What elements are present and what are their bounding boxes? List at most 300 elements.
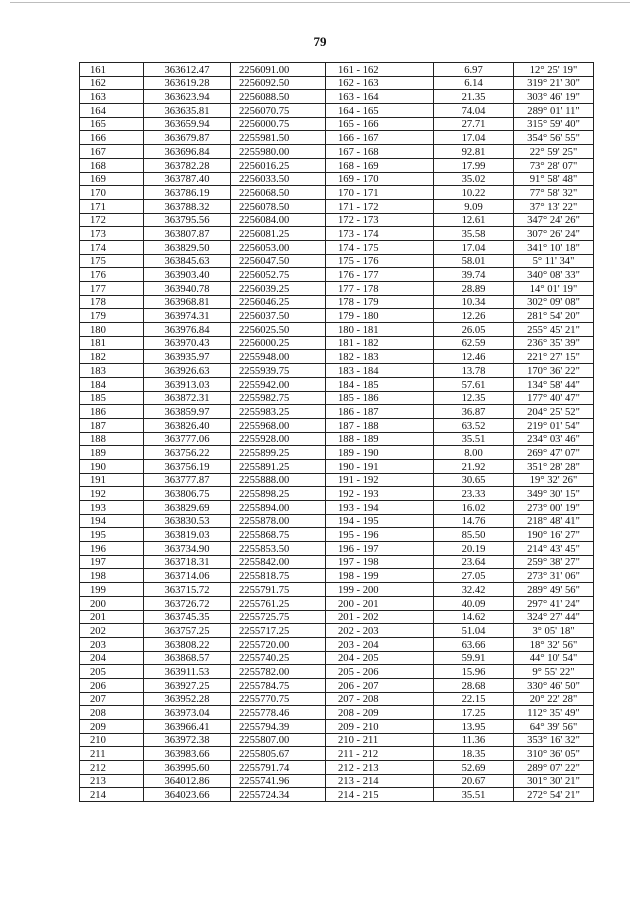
y-coordinate-cell: 2256070.75: [231, 104, 326, 118]
direction-angle-cell: 289° 01' 11": [514, 104, 594, 118]
y-coordinate-cell: 2255741.96: [231, 774, 326, 788]
direction-angle-cell: 19° 32' 26": [514, 473, 594, 487]
coordinates-table-body: [80, 63, 594, 802]
y-coordinate-cell: 2255981.50: [231, 131, 326, 145]
point-number-cell: 181: [80, 336, 144, 350]
point-number-cell: 212: [80, 761, 144, 775]
y-coordinate-cell: 2255794.39: [231, 720, 326, 734]
table-row: [80, 651, 594, 665]
x-coordinate-cell: 363734.90: [144, 542, 231, 556]
segment-length-cell: 35.51: [434, 432, 514, 446]
segment-cell: 179 - 180: [326, 309, 434, 323]
table-row: [80, 268, 594, 282]
segment-length-cell: 92.81: [434, 145, 514, 159]
x-coordinate-cell: 363777.06: [144, 432, 231, 446]
point-number-cell: 180: [80, 323, 144, 337]
segment-cell: 210 - 211: [326, 733, 434, 747]
point-number-cell: 176: [80, 268, 144, 282]
y-coordinate-cell: 2255791.74: [231, 761, 326, 775]
point-number-cell: 179: [80, 309, 144, 323]
segment-length-cell: 63.52: [434, 418, 514, 432]
segment-cell: 213 - 214: [326, 774, 434, 788]
segment-length-cell: 62.59: [434, 336, 514, 350]
y-coordinate-cell: 2255928.00: [231, 432, 326, 446]
segment-cell: 184 - 185: [326, 377, 434, 391]
direction-angle-cell: 340° 08' 33": [514, 268, 594, 282]
segment-length-cell: 12.61: [434, 213, 514, 227]
point-number-cell: 184: [80, 377, 144, 391]
x-coordinate-cell: 363696.84: [144, 145, 231, 159]
y-coordinate-cell: 2256047.50: [231, 254, 326, 268]
segment-cell: 188 - 189: [326, 432, 434, 446]
direction-angle-cell: 289° 49' 56": [514, 583, 594, 597]
y-coordinate-cell: 2255868.75: [231, 528, 326, 542]
point-number-cell: 213: [80, 774, 144, 788]
direction-angle-cell: 12° 25' 19": [514, 63, 594, 77]
segment-cell: 173 - 174: [326, 227, 434, 241]
y-coordinate-cell: 2256000.75: [231, 117, 326, 131]
y-coordinate-cell: 2256052.75: [231, 268, 326, 282]
table-row: [80, 459, 594, 473]
table-row: [80, 596, 594, 610]
x-coordinate-cell: 363966.41: [144, 720, 231, 734]
direction-angle-cell: 273° 00' 19": [514, 501, 594, 515]
segment-length-cell: 36.87: [434, 405, 514, 419]
table-row: [80, 706, 594, 720]
x-coordinate-cell: 363726.72: [144, 596, 231, 610]
table-row: [80, 678, 594, 692]
point-number-cell: 183: [80, 364, 144, 378]
table-row: [80, 720, 594, 734]
y-coordinate-cell: 2255784.75: [231, 678, 326, 692]
point-number-cell: 185: [80, 391, 144, 405]
point-number-cell: 163: [80, 90, 144, 104]
point-number-cell: 201: [80, 610, 144, 624]
point-number-cell: 168: [80, 158, 144, 172]
y-coordinate-cell: 2255939.75: [231, 364, 326, 378]
table-row: [80, 199, 594, 213]
y-coordinate-cell: 2256092.50: [231, 76, 326, 90]
point-number-cell: 200: [80, 596, 144, 610]
x-coordinate-cell: 363659.94: [144, 117, 231, 131]
point-number-cell: 162: [80, 76, 144, 90]
table-row: [80, 145, 594, 159]
x-coordinate-cell: 363819.03: [144, 528, 231, 542]
table-row: [80, 117, 594, 131]
segment-length-cell: 35.58: [434, 227, 514, 241]
point-number-cell: 173: [80, 227, 144, 241]
x-coordinate-cell: 364023.66: [144, 788, 231, 802]
x-coordinate-cell: 363927.25: [144, 678, 231, 692]
segment-length-cell: 22.15: [434, 692, 514, 706]
direction-angle-cell: 341° 10' 18": [514, 240, 594, 254]
x-coordinate-cell: 363826.40: [144, 418, 231, 432]
y-coordinate-cell: 2255948.00: [231, 350, 326, 364]
segment-cell: 214 - 215: [326, 788, 434, 802]
segment-length-cell: 10.22: [434, 186, 514, 200]
table-row: [80, 172, 594, 186]
table-row: [80, 336, 594, 350]
x-coordinate-cell: 363972.38: [144, 733, 231, 747]
segment-cell: 163 - 164: [326, 90, 434, 104]
segment-length-cell: 17.25: [434, 706, 514, 720]
segment-length-cell: 28.68: [434, 678, 514, 692]
y-coordinate-cell: 2255818.75: [231, 569, 326, 583]
direction-angle-cell: 319° 21' 30": [514, 76, 594, 90]
point-number-cell: 178: [80, 295, 144, 309]
segment-length-cell: 30.65: [434, 473, 514, 487]
segment-cell: 174 - 175: [326, 240, 434, 254]
segment-length-cell: 16.02: [434, 501, 514, 515]
y-coordinate-cell: 2255853.50: [231, 542, 326, 556]
y-coordinate-cell: 2255717.25: [231, 624, 326, 638]
table-row: [80, 542, 594, 556]
y-coordinate-cell: 2256000.25: [231, 336, 326, 350]
table-row: [80, 391, 594, 405]
y-coordinate-cell: 2255782.00: [231, 665, 326, 679]
table-row: [80, 158, 594, 172]
direction-angle-cell: 281° 54' 20": [514, 309, 594, 323]
point-number-cell: 209: [80, 720, 144, 734]
x-coordinate-cell: 363976.84: [144, 323, 231, 337]
y-coordinate-cell: 2255791.75: [231, 583, 326, 597]
direction-angle-cell: 315° 59' 40": [514, 117, 594, 131]
table-row: [80, 90, 594, 104]
x-coordinate-cell: 363952.28: [144, 692, 231, 706]
segment-length-cell: 6.97: [434, 63, 514, 77]
x-coordinate-cell: 363786.19: [144, 186, 231, 200]
x-coordinate-cell: 363782.28: [144, 158, 231, 172]
point-number-cell: 193: [80, 501, 144, 515]
segment-cell: 186 - 187: [326, 405, 434, 419]
point-number-cell: 171: [80, 199, 144, 213]
table-row: [80, 282, 594, 296]
y-coordinate-cell: 2255778.46: [231, 706, 326, 720]
segment-length-cell: 20.19: [434, 542, 514, 556]
direction-angle-cell: 204° 25' 52": [514, 405, 594, 419]
point-number-cell: 202: [80, 624, 144, 638]
x-coordinate-cell: 363612.47: [144, 63, 231, 77]
segment-cell: 176 - 177: [326, 268, 434, 282]
y-coordinate-cell: 2256053.00: [231, 240, 326, 254]
table-row: [80, 432, 594, 446]
table-row: [80, 555, 594, 569]
segment-cell: 162 - 163: [326, 76, 434, 90]
table-row: [80, 665, 594, 679]
x-coordinate-cell: 363995.60: [144, 761, 231, 775]
table-row: [80, 295, 594, 309]
direction-angle-cell: 190° 16' 27": [514, 528, 594, 542]
x-coordinate-cell: 363795.56: [144, 213, 231, 227]
table-row: [80, 63, 594, 77]
direction-angle-cell: 347° 24' 26": [514, 213, 594, 227]
point-number-cell: 204: [80, 651, 144, 665]
direction-angle-cell: 37° 13' 22": [514, 199, 594, 213]
segment-cell: 180 - 181: [326, 323, 434, 337]
segment-length-cell: 18.35: [434, 747, 514, 761]
segment-length-cell: 58.01: [434, 254, 514, 268]
segment-cell: 182 - 183: [326, 350, 434, 364]
direction-angle-cell: 77° 58' 32": [514, 186, 594, 200]
segment-cell: 207 - 208: [326, 692, 434, 706]
y-coordinate-cell: 2256039.25: [231, 282, 326, 296]
direction-angle-cell: 64° 39' 56": [514, 720, 594, 734]
segment-length-cell: 17.04: [434, 240, 514, 254]
y-coordinate-cell: 2256033.50: [231, 172, 326, 186]
segment-cell: 192 - 193: [326, 487, 434, 501]
y-coordinate-cell: 2255899.25: [231, 446, 326, 460]
table-row: [80, 240, 594, 254]
segment-length-cell: 35.51: [434, 788, 514, 802]
point-number-cell: 206: [80, 678, 144, 692]
segment-length-cell: 27.71: [434, 117, 514, 131]
y-coordinate-cell: 2255770.75: [231, 692, 326, 706]
point-number-cell: 194: [80, 514, 144, 528]
table-row: [80, 583, 594, 597]
segment-cell: 209 - 210: [326, 720, 434, 734]
table-row: [80, 131, 594, 145]
table-row: [80, 186, 594, 200]
segment-cell: 206 - 207: [326, 678, 434, 692]
segment-length-cell: 28.89: [434, 282, 514, 296]
direction-angle-cell: 324° 27' 44": [514, 610, 594, 624]
segment-length-cell: 40.09: [434, 596, 514, 610]
y-coordinate-cell: 2255761.25: [231, 596, 326, 610]
direction-angle-cell: 3° 05' 18": [514, 624, 594, 638]
direction-angle-cell: 310° 36' 05": [514, 747, 594, 761]
table-row: [80, 528, 594, 542]
direction-angle-cell: 22° 59' 25": [514, 145, 594, 159]
point-number-cell: 191: [80, 473, 144, 487]
point-number-cell: 166: [80, 131, 144, 145]
y-coordinate-cell: 2256088.50: [231, 90, 326, 104]
segment-cell: 194 - 195: [326, 514, 434, 528]
x-coordinate-cell: 363868.57: [144, 651, 231, 665]
x-coordinate-cell: 363745.35: [144, 610, 231, 624]
coordinates-table: [79, 62, 594, 802]
x-coordinate-cell: 363623.94: [144, 90, 231, 104]
segment-length-cell: 12.46: [434, 350, 514, 364]
segment-cell: 181 - 182: [326, 336, 434, 350]
x-coordinate-cell: 363619.28: [144, 76, 231, 90]
point-number-cell: 205: [80, 665, 144, 679]
table-row: [80, 309, 594, 323]
table-row: [80, 569, 594, 583]
point-number-cell: 167: [80, 145, 144, 159]
point-number-cell: 203: [80, 637, 144, 651]
table-row: [80, 446, 594, 460]
segment-cell: 189 - 190: [326, 446, 434, 460]
segment-cell: 200 - 201: [326, 596, 434, 610]
segment-cell: 208 - 209: [326, 706, 434, 720]
y-coordinate-cell: 2255725.75: [231, 610, 326, 624]
table-row: [80, 733, 594, 747]
segment-cell: 203 - 204: [326, 637, 434, 651]
direction-angle-cell: 307° 26' 24": [514, 227, 594, 241]
x-coordinate-cell: 363788.32: [144, 199, 231, 213]
x-coordinate-cell: 363968.81: [144, 295, 231, 309]
x-coordinate-cell: 363983.66: [144, 747, 231, 761]
direction-angle-cell: 303° 46' 19": [514, 90, 594, 104]
segment-cell: 168 - 169: [326, 158, 434, 172]
segment-length-cell: 85.50: [434, 528, 514, 542]
y-coordinate-cell: 2256081.25: [231, 227, 326, 241]
x-coordinate-cell: 363830.53: [144, 514, 231, 528]
segment-length-cell: 26.05: [434, 323, 514, 337]
x-coordinate-cell: 363926.63: [144, 364, 231, 378]
segment-cell: 183 - 184: [326, 364, 434, 378]
y-coordinate-cell: 2255842.00: [231, 555, 326, 569]
x-coordinate-cell: 363806.75: [144, 487, 231, 501]
segment-cell: 187 - 188: [326, 418, 434, 432]
point-number-cell: 165: [80, 117, 144, 131]
segment-cell: 177 - 178: [326, 282, 434, 296]
point-number-cell: 208: [80, 706, 144, 720]
x-coordinate-cell: 363913.03: [144, 377, 231, 391]
x-coordinate-cell: 363974.31: [144, 309, 231, 323]
segment-cell: 172 - 173: [326, 213, 434, 227]
direction-angle-cell: 301° 30' 21": [514, 774, 594, 788]
direction-angle-cell: 302° 09' 08": [514, 295, 594, 309]
table-row: [80, 637, 594, 651]
x-coordinate-cell: 363829.69: [144, 501, 231, 515]
segment-length-cell: 63.66: [434, 637, 514, 651]
direction-angle-cell: 91° 58' 48": [514, 172, 594, 186]
y-coordinate-cell: 2256068.50: [231, 186, 326, 200]
point-number-cell: 199: [80, 583, 144, 597]
x-coordinate-cell: 363872.31: [144, 391, 231, 405]
segment-cell: 170 - 171: [326, 186, 434, 200]
table-row: [80, 227, 594, 241]
y-coordinate-cell: 2255982.75: [231, 391, 326, 405]
direction-angle-cell: 255° 45' 21": [514, 323, 594, 337]
point-number-cell: 170: [80, 186, 144, 200]
segment-cell: 167 - 168: [326, 145, 434, 159]
x-coordinate-cell: 363970.43: [144, 336, 231, 350]
table-row: [80, 350, 594, 364]
x-coordinate-cell: 363756.19: [144, 459, 231, 473]
x-coordinate-cell: 363829.50: [144, 240, 231, 254]
direction-angle-cell: 219° 01' 54": [514, 418, 594, 432]
segment-cell: 211 - 212: [326, 747, 434, 761]
segment-cell: 195 - 196: [326, 528, 434, 542]
x-coordinate-cell: 364012.86: [144, 774, 231, 788]
direction-angle-cell: 297° 41' 24": [514, 596, 594, 610]
y-coordinate-cell: 2255805.67: [231, 747, 326, 761]
direction-angle-cell: 112° 35' 49": [514, 706, 594, 720]
segment-length-cell: 6.14: [434, 76, 514, 90]
table-row: [80, 514, 594, 528]
segment-cell: 175 - 176: [326, 254, 434, 268]
point-number-cell: 211: [80, 747, 144, 761]
y-coordinate-cell: 2255724.34: [231, 788, 326, 802]
table-row: [80, 254, 594, 268]
segment-length-cell: 14.62: [434, 610, 514, 624]
point-number-cell: 187: [80, 418, 144, 432]
y-coordinate-cell: 2255894.00: [231, 501, 326, 515]
segment-length-cell: 57.61: [434, 377, 514, 391]
segment-length-cell: 17.04: [434, 131, 514, 145]
segment-length-cell: 59.91: [434, 651, 514, 665]
x-coordinate-cell: 363859.97: [144, 405, 231, 419]
point-number-cell: 164: [80, 104, 144, 118]
segment-cell: 164 - 165: [326, 104, 434, 118]
point-number-cell: 197: [80, 555, 144, 569]
y-coordinate-cell: 2256016.25: [231, 158, 326, 172]
y-coordinate-cell: 2256046.25: [231, 295, 326, 309]
segment-cell: 190 - 191: [326, 459, 434, 473]
segment-length-cell: 20.67: [434, 774, 514, 788]
direction-angle-cell: 272° 54' 21": [514, 788, 594, 802]
point-number-cell: 188: [80, 432, 144, 446]
point-number-cell: 175: [80, 254, 144, 268]
segment-cell: 199 - 200: [326, 583, 434, 597]
segment-length-cell: 21.35: [434, 90, 514, 104]
y-coordinate-cell: 2255942.00: [231, 377, 326, 391]
table-row: [80, 473, 594, 487]
point-number-cell: 198: [80, 569, 144, 583]
x-coordinate-cell: 363715.72: [144, 583, 231, 597]
page-number: 79: [313, 34, 327, 49]
segment-cell: 185 - 186: [326, 391, 434, 405]
segment-length-cell: 9.09: [434, 199, 514, 213]
segment-length-cell: 35.02: [434, 172, 514, 186]
y-coordinate-cell: 2255740.25: [231, 651, 326, 665]
segment-length-cell: 14.76: [434, 514, 514, 528]
y-coordinate-cell: 2255878.00: [231, 514, 326, 528]
direction-angle-cell: 134° 58' 44": [514, 377, 594, 391]
x-coordinate-cell: 363807.87: [144, 227, 231, 241]
y-coordinate-cell: 2256037.50: [231, 309, 326, 323]
y-coordinate-cell: 2255898.25: [231, 487, 326, 501]
table-row: [80, 405, 594, 419]
top-rule: [10, 2, 630, 3]
segment-cell: 165 - 166: [326, 117, 434, 131]
segment-cell: 205 - 206: [326, 665, 434, 679]
segment-length-cell: 51.04: [434, 624, 514, 638]
segment-length-cell: 12.35: [434, 391, 514, 405]
point-number-cell: 195: [80, 528, 144, 542]
table-row: [80, 487, 594, 501]
y-coordinate-cell: 2255807.00: [231, 733, 326, 747]
direction-angle-cell: 214° 43' 45": [514, 542, 594, 556]
table-row: [80, 774, 594, 788]
table-row: [80, 418, 594, 432]
direction-angle-cell: 259° 38' 27": [514, 555, 594, 569]
segment-cell: 212 - 213: [326, 761, 434, 775]
table-row: [80, 624, 594, 638]
direction-angle-cell: 44° 10' 54": [514, 651, 594, 665]
x-coordinate-cell: 363635.81: [144, 104, 231, 118]
direction-angle-cell: 351° 28' 28": [514, 459, 594, 473]
table-row: [80, 788, 594, 802]
direction-angle-cell: 353° 16' 32": [514, 733, 594, 747]
x-coordinate-cell: 363718.31: [144, 555, 231, 569]
table-row: [80, 610, 594, 624]
y-coordinate-cell: 2256025.50: [231, 323, 326, 337]
x-coordinate-cell: 363757.25: [144, 624, 231, 638]
point-number-cell: 172: [80, 213, 144, 227]
x-coordinate-cell: 363911.53: [144, 665, 231, 679]
point-number-cell: 210: [80, 733, 144, 747]
direction-angle-cell: 9° 55' 22": [514, 665, 594, 679]
point-number-cell: 196: [80, 542, 144, 556]
segment-length-cell: 32.42: [434, 583, 514, 597]
x-coordinate-cell: 363973.04: [144, 706, 231, 720]
point-number-cell: 161: [80, 63, 144, 77]
segment-cell: 197 - 198: [326, 555, 434, 569]
point-number-cell: 190: [80, 459, 144, 473]
